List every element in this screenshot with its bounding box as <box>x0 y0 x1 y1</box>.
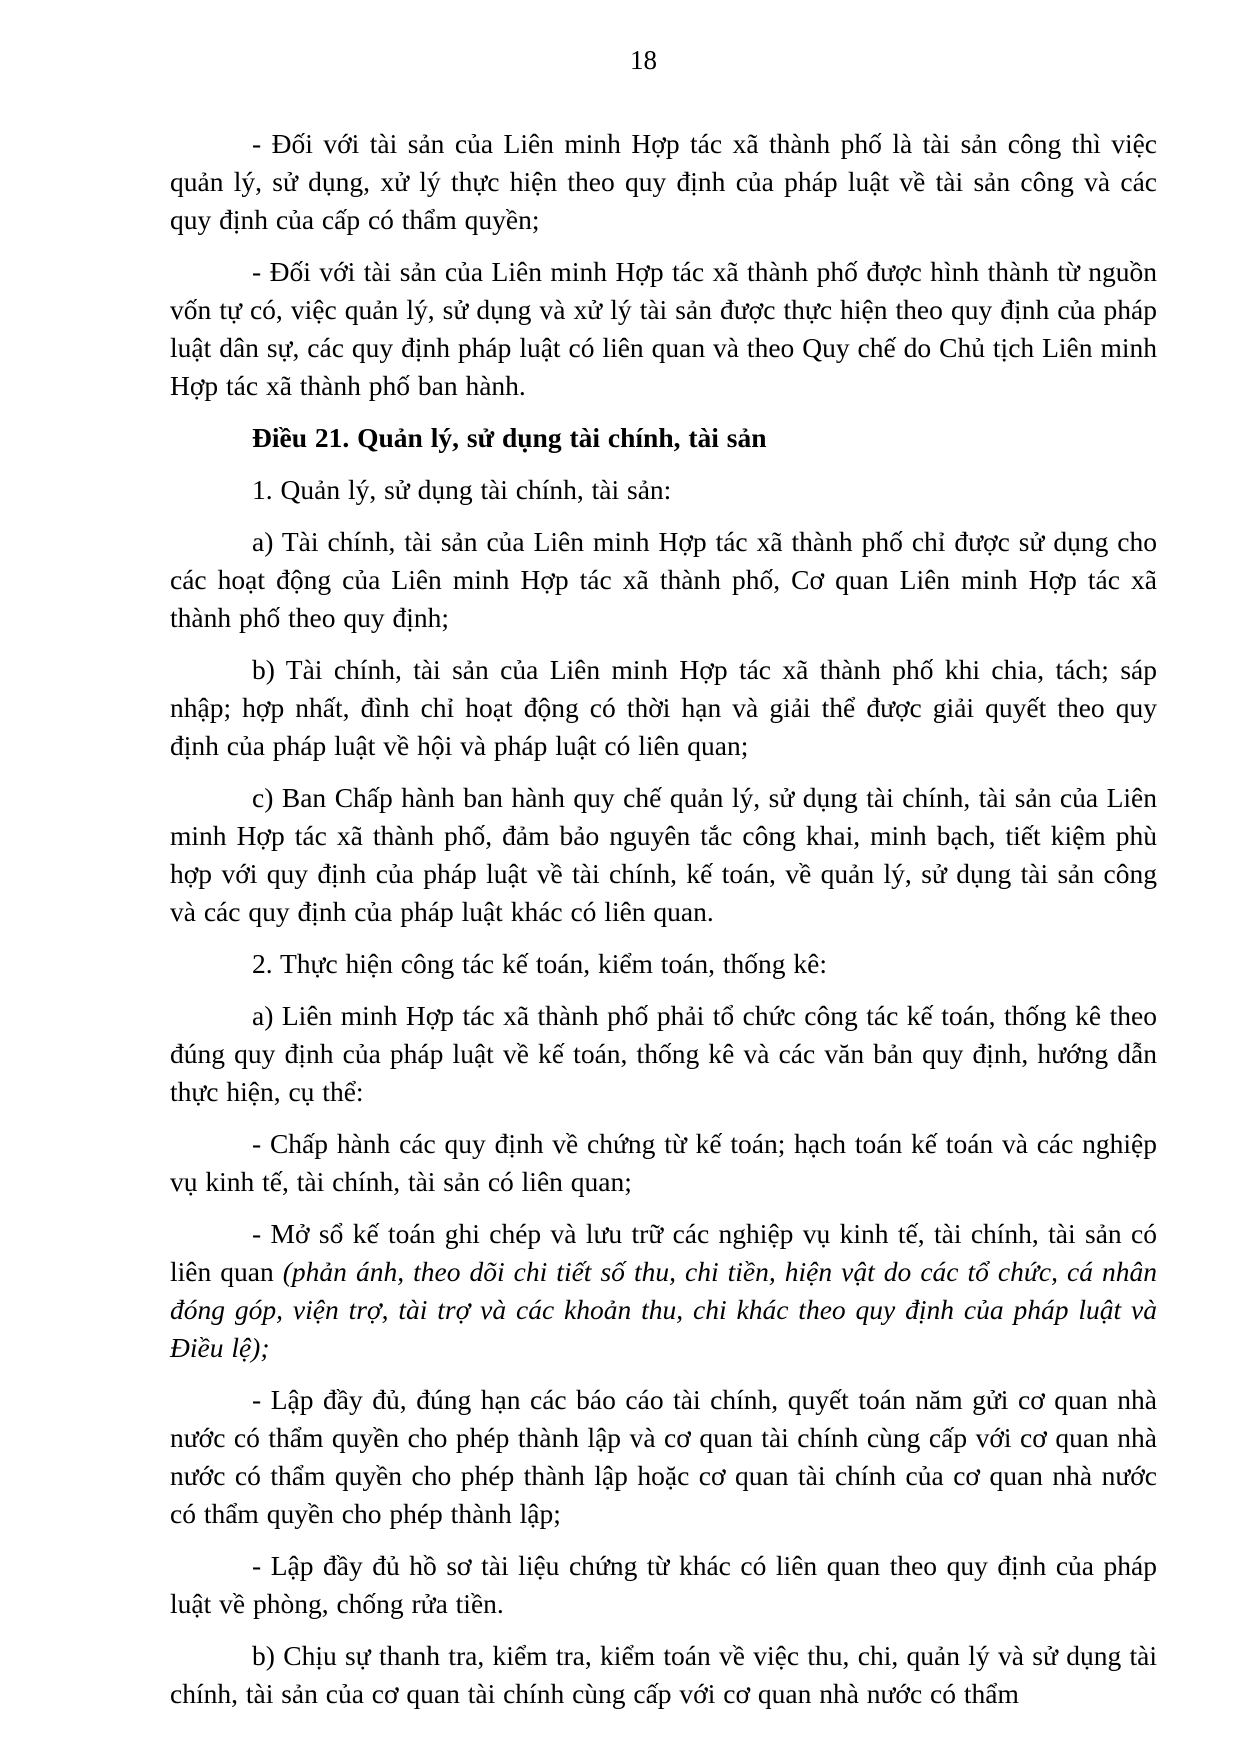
text-run: - Đối với tài sản của Liên minh Hợp tác xã thành phố là tài sản công thì việc quản lý, sử dụng, xử lý thực hiện theo quy định của pháp luật về tài sản công và các quy định của cấp có thẩm quyền; <box>170 128 1157 235</box>
text-run: a) Liên minh Hợp tác xã thành phố phải tổ chức công tác kế toán, thống kê theo đúng quy định của pháp luật về kế toán, thống kê và các văn bản quy định, hướng dẫn thực hiện, cụ thể: <box>170 1000 1157 1107</box>
paragraph <box>170 125 1157 239</box>
document-body <box>170 125 1157 1713</box>
paragraph <box>170 253 1157 405</box>
text-run: (phản ánh, theo dõi chi tiết số thu, chi tiền, hiện vật do các tổ chức, cá nhân đóng góp, viện trợ, tài trợ và các khoản thu, chi khác theo quy định của pháp luật và Điều lệ); <box>170 1256 1157 1363</box>
text-run: a) Tài chính, tài sản của Liên minh Hợp tác xã thành phố chỉ được sử dụng cho các hoạt động của Liên minh Hợp tác xã thành phố, Cơ quan Liên minh Hợp tác xã thành phố theo quy định; <box>170 526 1157 633</box>
paragraph <box>170 1637 1157 1713</box>
paragraph <box>170 997 1157 1111</box>
paragraph <box>170 945 1157 983</box>
text-run: 1. Quản lý, sử dụng tài chính, tài sản: <box>252 474 672 505</box>
page-number: 18 <box>630 45 657 75</box>
text-run: 2. Thực hiện công tác kế toán, kiểm toán, thống kê: <box>252 948 828 979</box>
text-run: - Mở sổ kế toán ghi chép và lưu trữ các nghiệp vụ kinh tế, tài chính, tài sản có liên quan <box>170 1218 1157 1287</box>
text-run: c) Ban Chấp hành ban hành quy chế quản lý, sử dụng tài chính, tài sản của Liên minh Hợp tác xã thành phố, đảm bảo nguyên tắc công khai, minh bạch, tiết kiệm phù hợp với quy định của pháp luật về tài chính, kế toán, về quản lý, sử dụng tài sản công và các quy định của pháp luật khác có liên quan. <box>170 782 1157 927</box>
paragraph <box>170 523 1157 637</box>
paragraph <box>170 471 1157 509</box>
text-run: b) Tài chính, tài sản của Liên minh Hợp tác xã thành phố khi chia, tách; sáp nhập; hợp nhất, đình chỉ hoạt động có thời hạn và giải thể được giải quyết theo quy định của pháp luật về hội và pháp luật có liên quan; <box>170 654 1157 761</box>
text-run: Điều 21. Quản lý, sử dụng tài chính, tài sản <box>252 422 767 453</box>
paragraph <box>170 779 1157 931</box>
paragraph <box>170 1547 1157 1623</box>
section-heading <box>170 419 1157 457</box>
text-run: - Đối với tài sản của Liên minh Hợp tác xã thành phố được hình thành từ nguồn vốn tự có, việc quản lý, sử dụng và xử lý tài sản được thực hiện theo quy định của pháp luật dân sự, các quy định pháp luật có liên quan và theo Quy chế do Chủ tịch Liên minh Hợp tác xã thành phố ban hành. <box>170 256 1157 401</box>
paragraph <box>170 1381 1157 1533</box>
paragraph <box>170 1215 1157 1367</box>
paragraph <box>170 1125 1157 1201</box>
paragraph <box>170 651 1157 765</box>
text-run: b) Chịu sự thanh tra, kiểm tra, kiểm toán về việc thu, chi, quản lý và sử dụng tài chính, tài sản của cơ quan tài chính cùng cấp với cơ quan nhà nước có thẩm <box>170 1640 1157 1709</box>
text-run: - Lập đầy đủ, đúng hạn các báo cáo tài chính, quyết toán năm gửi cơ quan nhà nước có thẩm quyền cho phép thành lập và cơ quan tài chính cùng cấp với cơ quan nhà nước có thẩm quyền cho phép thành lập hoặc cơ quan tài chính của cơ quan nhà nước có thẩm quyền cho phép thành lập; <box>170 1384 1157 1529</box>
text-run: - Lập đầy đủ hồ sơ tài liệu chứng từ khác có liên quan theo quy định của pháp luật về phòng, chống rửa tiền. <box>170 1550 1157 1619</box>
text-run: - Chấp hành các quy định về chứng từ kế toán; hạch toán kế toán và các nghiệp vụ kinh tế, tài chính, tài sản có liên quan; <box>170 1128 1157 1197</box>
